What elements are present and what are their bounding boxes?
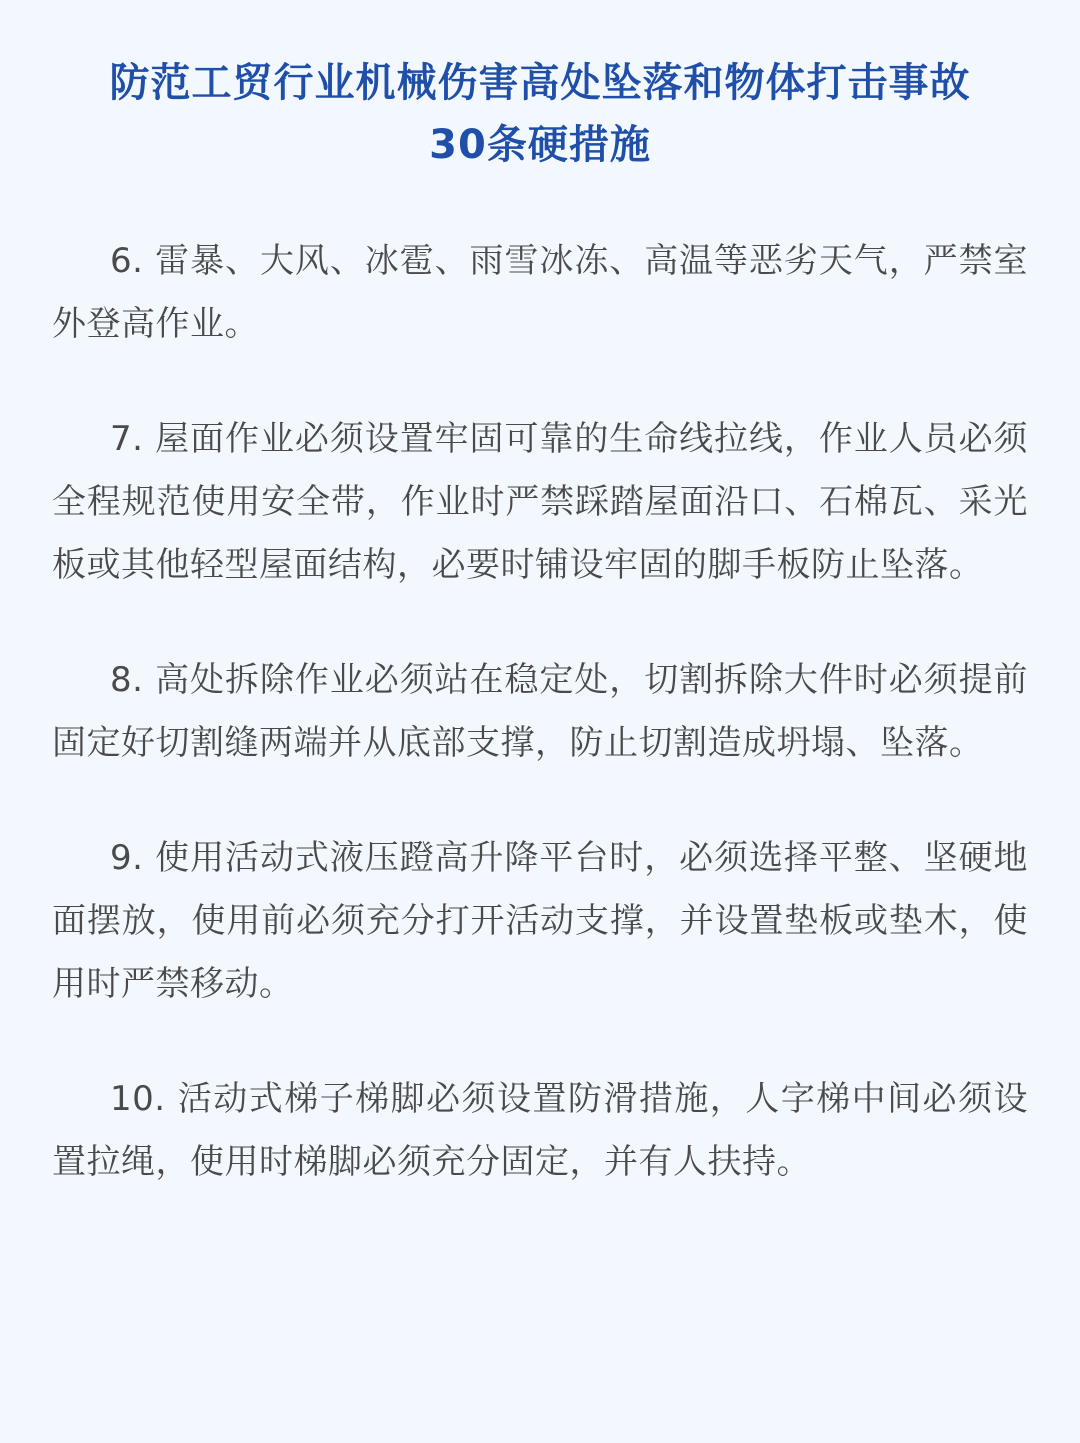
measure-item-7: 7. 屋面作业必须设置牢固可靠的生命线拉线，作业人员必须全程规范使用安全带，作业时严禁踩踏屋面沿口、石棉瓦、采光板或其他轻型屋面结构，必要时铺设牢固的脚手板防止坠落。 — [52, 419, 1028, 585]
measure-item-8: 8. 高处拆除作业必须站在稳定处，切割拆除大件时必须提前固定好切割缝两端并从底部支撑，防止切割造成坍塌、坠落。 — [52, 660, 1028, 763]
measures-list — [52, 230, 1028, 1194]
article-title — [52, 52, 1028, 176]
measure-item-10: 10. 活动式梯子梯脚必须设置防滑措施，人字梯中间必须设置拉绳，使用时梯脚必须充分固定，并有人扶持。 — [52, 1079, 1028, 1182]
title-line-2: 30条硬措施 — [429, 122, 651, 168]
measure-item-6: 6. 雷暴、大风、冰雹、雨雪冰冻、高温等恶劣天气，严禁室外登高作业。 — [52, 241, 1028, 344]
measure-item-9: 9. 使用活动式液压蹬高升降平台时，必须选择平整、坚硬地面摆放，使用前必须充分打开活动支撑，并设置垫板或垫木，使用时严禁移动。 — [52, 838, 1028, 1004]
title-line-1: 防范工贸行业机械伤害高处坠落和物体打击事故 — [109, 60, 971, 106]
